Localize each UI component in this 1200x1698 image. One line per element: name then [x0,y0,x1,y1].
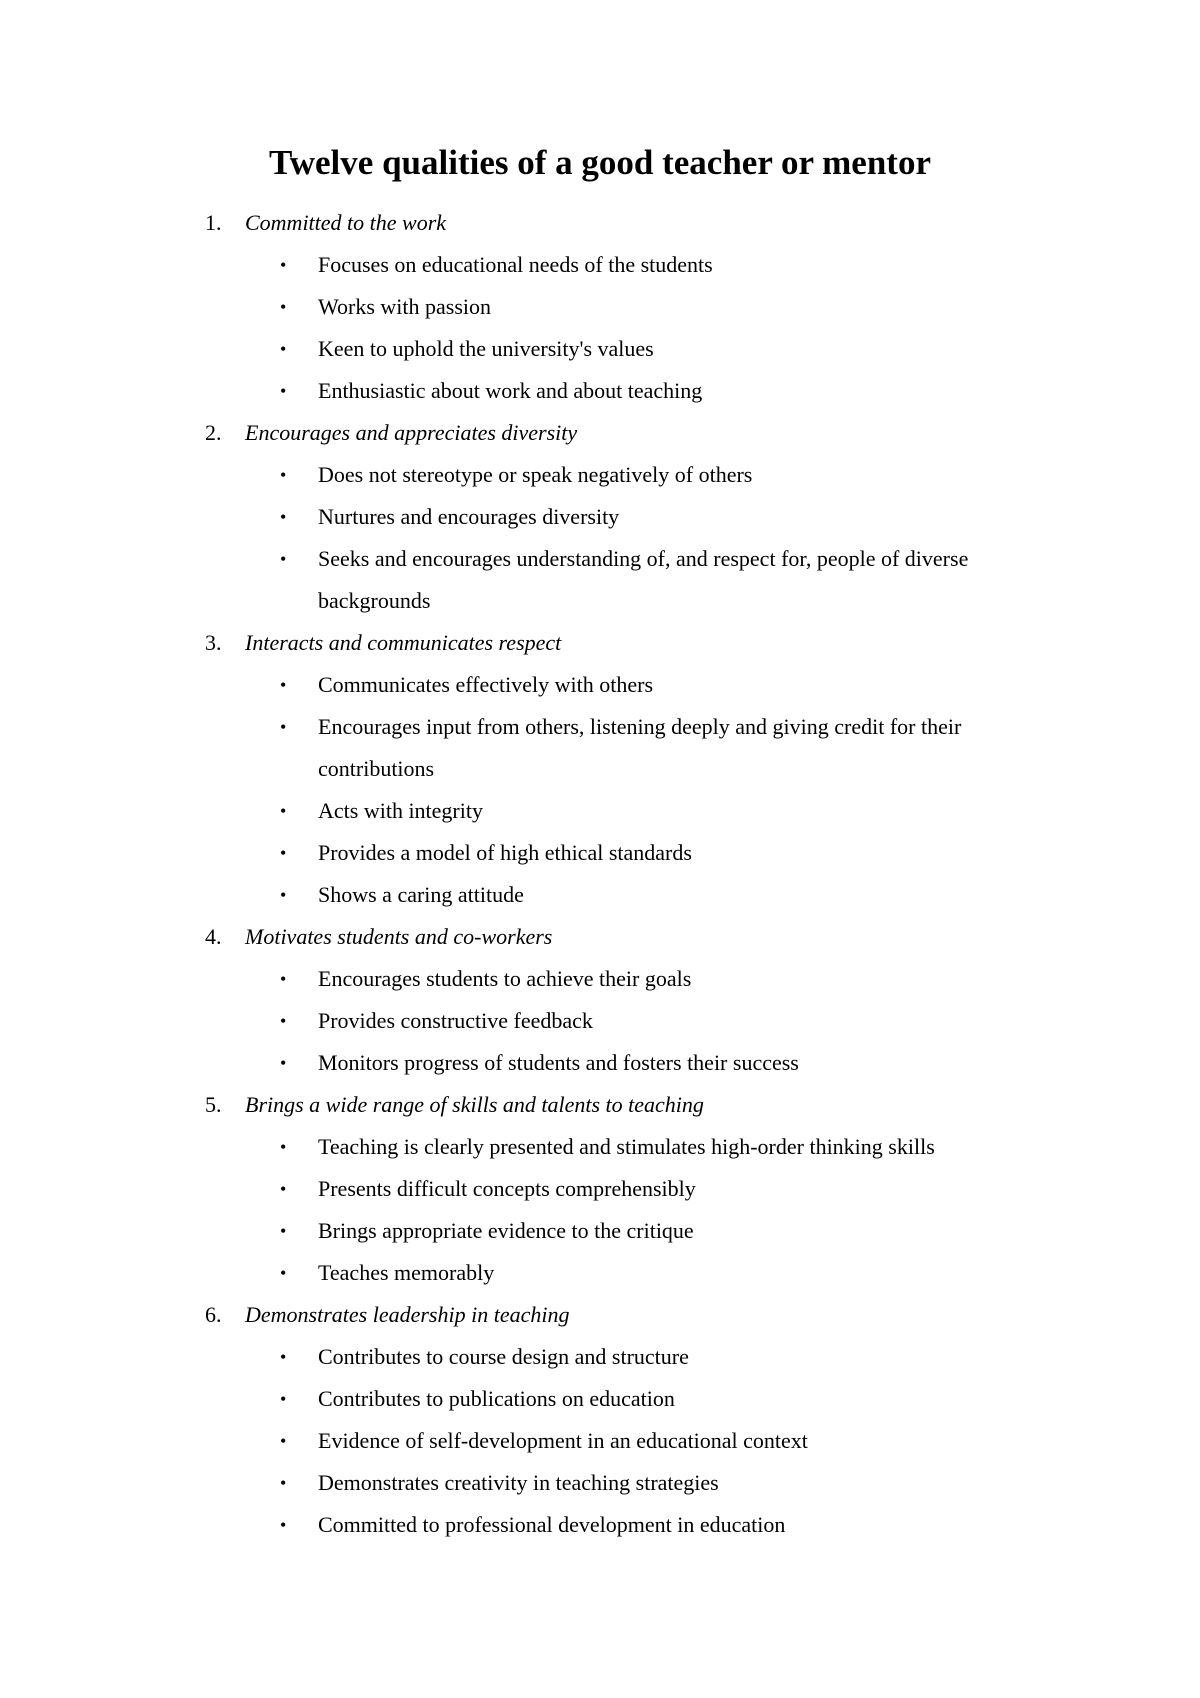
bullet-item [0,286,1038,328]
section-title: Brings a wide range of skills and talents to teaching [245,1092,704,1117]
bullet-text: Provides constructive feedback [318,1008,593,1033]
bullet-text: Does not stereotype or speak negatively of others [318,462,753,487]
section-heading [0,1084,1200,1126]
bullet-item [0,1210,1038,1252]
bullet-dot-icon: • [280,1431,287,1451]
bullet-text: Teaches memorably [318,1260,495,1285]
section-number: 5. [205,1092,222,1117]
section-title: Interacts and communicates respect [245,630,562,655]
bullet-text: Brings appropriate evidence to the critique [318,1218,694,1243]
bullet-text: Nurtures and encourages diversity [318,504,620,529]
bullet-text: Acts with integrity [318,798,483,823]
quality-section [0,412,1200,622]
bullet-item [0,1252,1038,1294]
bullet-list [0,958,1200,1084]
bullet-dot-icon: • [280,297,287,317]
section-number: 1. [205,210,222,235]
bullet-item [0,1126,1038,1168]
section-heading [0,1294,1200,1336]
bullet-item [0,496,1038,538]
document-title: Twelve qualities of a good teacher or mentor [269,143,931,182]
bullet-item [0,454,1038,496]
quality-section [0,622,1200,916]
bullet-text: Focuses on educational needs of the students [318,252,713,277]
bullet-item [0,874,1038,916]
quality-section [0,1084,1200,1294]
bullet-item [0,958,1038,1000]
section-heading [0,916,1200,958]
quality-section [0,1294,1200,1546]
bullet-item [0,1168,1038,1210]
section-title: Committed to the work [245,210,447,235]
section-title: Motivates students and co-workers [245,924,553,949]
bullet-item [0,1504,1038,1546]
bullet-list [0,1336,1200,1546]
bullet-dot-icon: • [280,1473,287,1493]
bullet-item [0,1042,1038,1084]
bullet-text: Enthusiastic about work and about teaching [318,378,703,403]
bullet-dot-icon: • [280,969,287,989]
bullet-dot-icon: • [280,1179,287,1199]
bullet-text: Teaching is clearly presented and stimulates high-order thinking skills [318,1134,935,1159]
bullet-text: Works with passion [318,294,492,319]
bullet-item [0,1462,1038,1504]
bullet-dot-icon: • [280,1011,287,1031]
qualities-list [0,202,1200,1546]
quality-section [0,916,1200,1084]
section-heading [0,412,1200,454]
bullet-item [0,1336,1038,1378]
bullet-item [0,790,1038,832]
bullet-list [0,1126,1200,1294]
section-heading [0,622,1200,664]
bullet-dot-icon: • [280,1515,287,1535]
bullet-dot-icon: • [280,1263,287,1283]
bullet-item [0,1000,1038,1042]
bullet-text: Communicates effectively with others [318,672,654,697]
bullet-dot-icon: • [280,549,287,569]
bullet-dot-icon: • [280,339,287,359]
bullet-item [0,1420,1038,1462]
bullet-list [0,454,1200,622]
section-heading [0,202,1200,244]
bullet-item [0,706,1038,790]
bullet-text: Seeks and encourages understanding of, and respect for, people of diverse backgrounds [318,546,969,613]
bullet-dot-icon: • [280,1053,287,1073]
bullet-text: Evidence of self-development in an educational context [318,1428,808,1453]
bullet-dot-icon: • [280,1389,287,1409]
section-number: 4. [205,924,222,949]
bullet-dot-icon: • [280,1137,287,1157]
bullet-text: Committed to professional development in education [318,1512,786,1537]
bullet-dot-icon: • [280,507,287,527]
bullet-text: Contributes to course design and structure [318,1344,689,1369]
bullet-text: Encourages input from others, listening deeply and giving credit for their contributions [318,714,962,781]
bullet-text: Presents difficult concepts comprehensibly [318,1176,696,1201]
bullet-dot-icon: • [280,255,287,275]
bullet-dot-icon: • [280,717,287,737]
bullet-text: Provides a model of high ethical standards [318,840,692,865]
bullet-dot-icon: • [280,675,287,695]
bullet-dot-icon: • [280,843,287,863]
bullet-item [0,832,1038,874]
bullet-item [0,1378,1038,1420]
bullet-item [0,370,1038,412]
bullet-list [0,664,1200,916]
section-title: Demonstrates leadership in teaching [245,1302,570,1327]
section-number: 2. [205,420,222,445]
bullet-item [0,538,1038,622]
bullet-dot-icon: • [280,1221,287,1241]
bullet-dot-icon: • [280,381,287,401]
bullet-dot-icon: • [280,885,287,905]
bullet-text: Keen to uphold the university's values [318,336,654,361]
bullet-text: Encourages students to achieve their goals [318,966,692,991]
bullet-text: Contributes to publications on education [318,1386,675,1411]
bullet-list [0,244,1200,412]
bullet-text: Shows a caring attitude [318,882,524,907]
section-title: Encourages and appreciates diversity [245,420,578,445]
quality-section [0,202,1200,412]
bullet-text: Demonstrates creativity in teaching strategies [318,1470,719,1495]
bullet-item [0,244,1038,286]
section-number: 6. [205,1302,222,1327]
bullet-dot-icon: • [280,1347,287,1367]
section-number: 3. [205,630,222,655]
bullet-item [0,664,1038,706]
bullet-dot-icon: • [280,465,287,485]
bullet-text: Monitors progress of students and fosters their success [318,1050,799,1075]
bullet-dot-icon: • [280,801,287,821]
bullet-item [0,328,1038,370]
